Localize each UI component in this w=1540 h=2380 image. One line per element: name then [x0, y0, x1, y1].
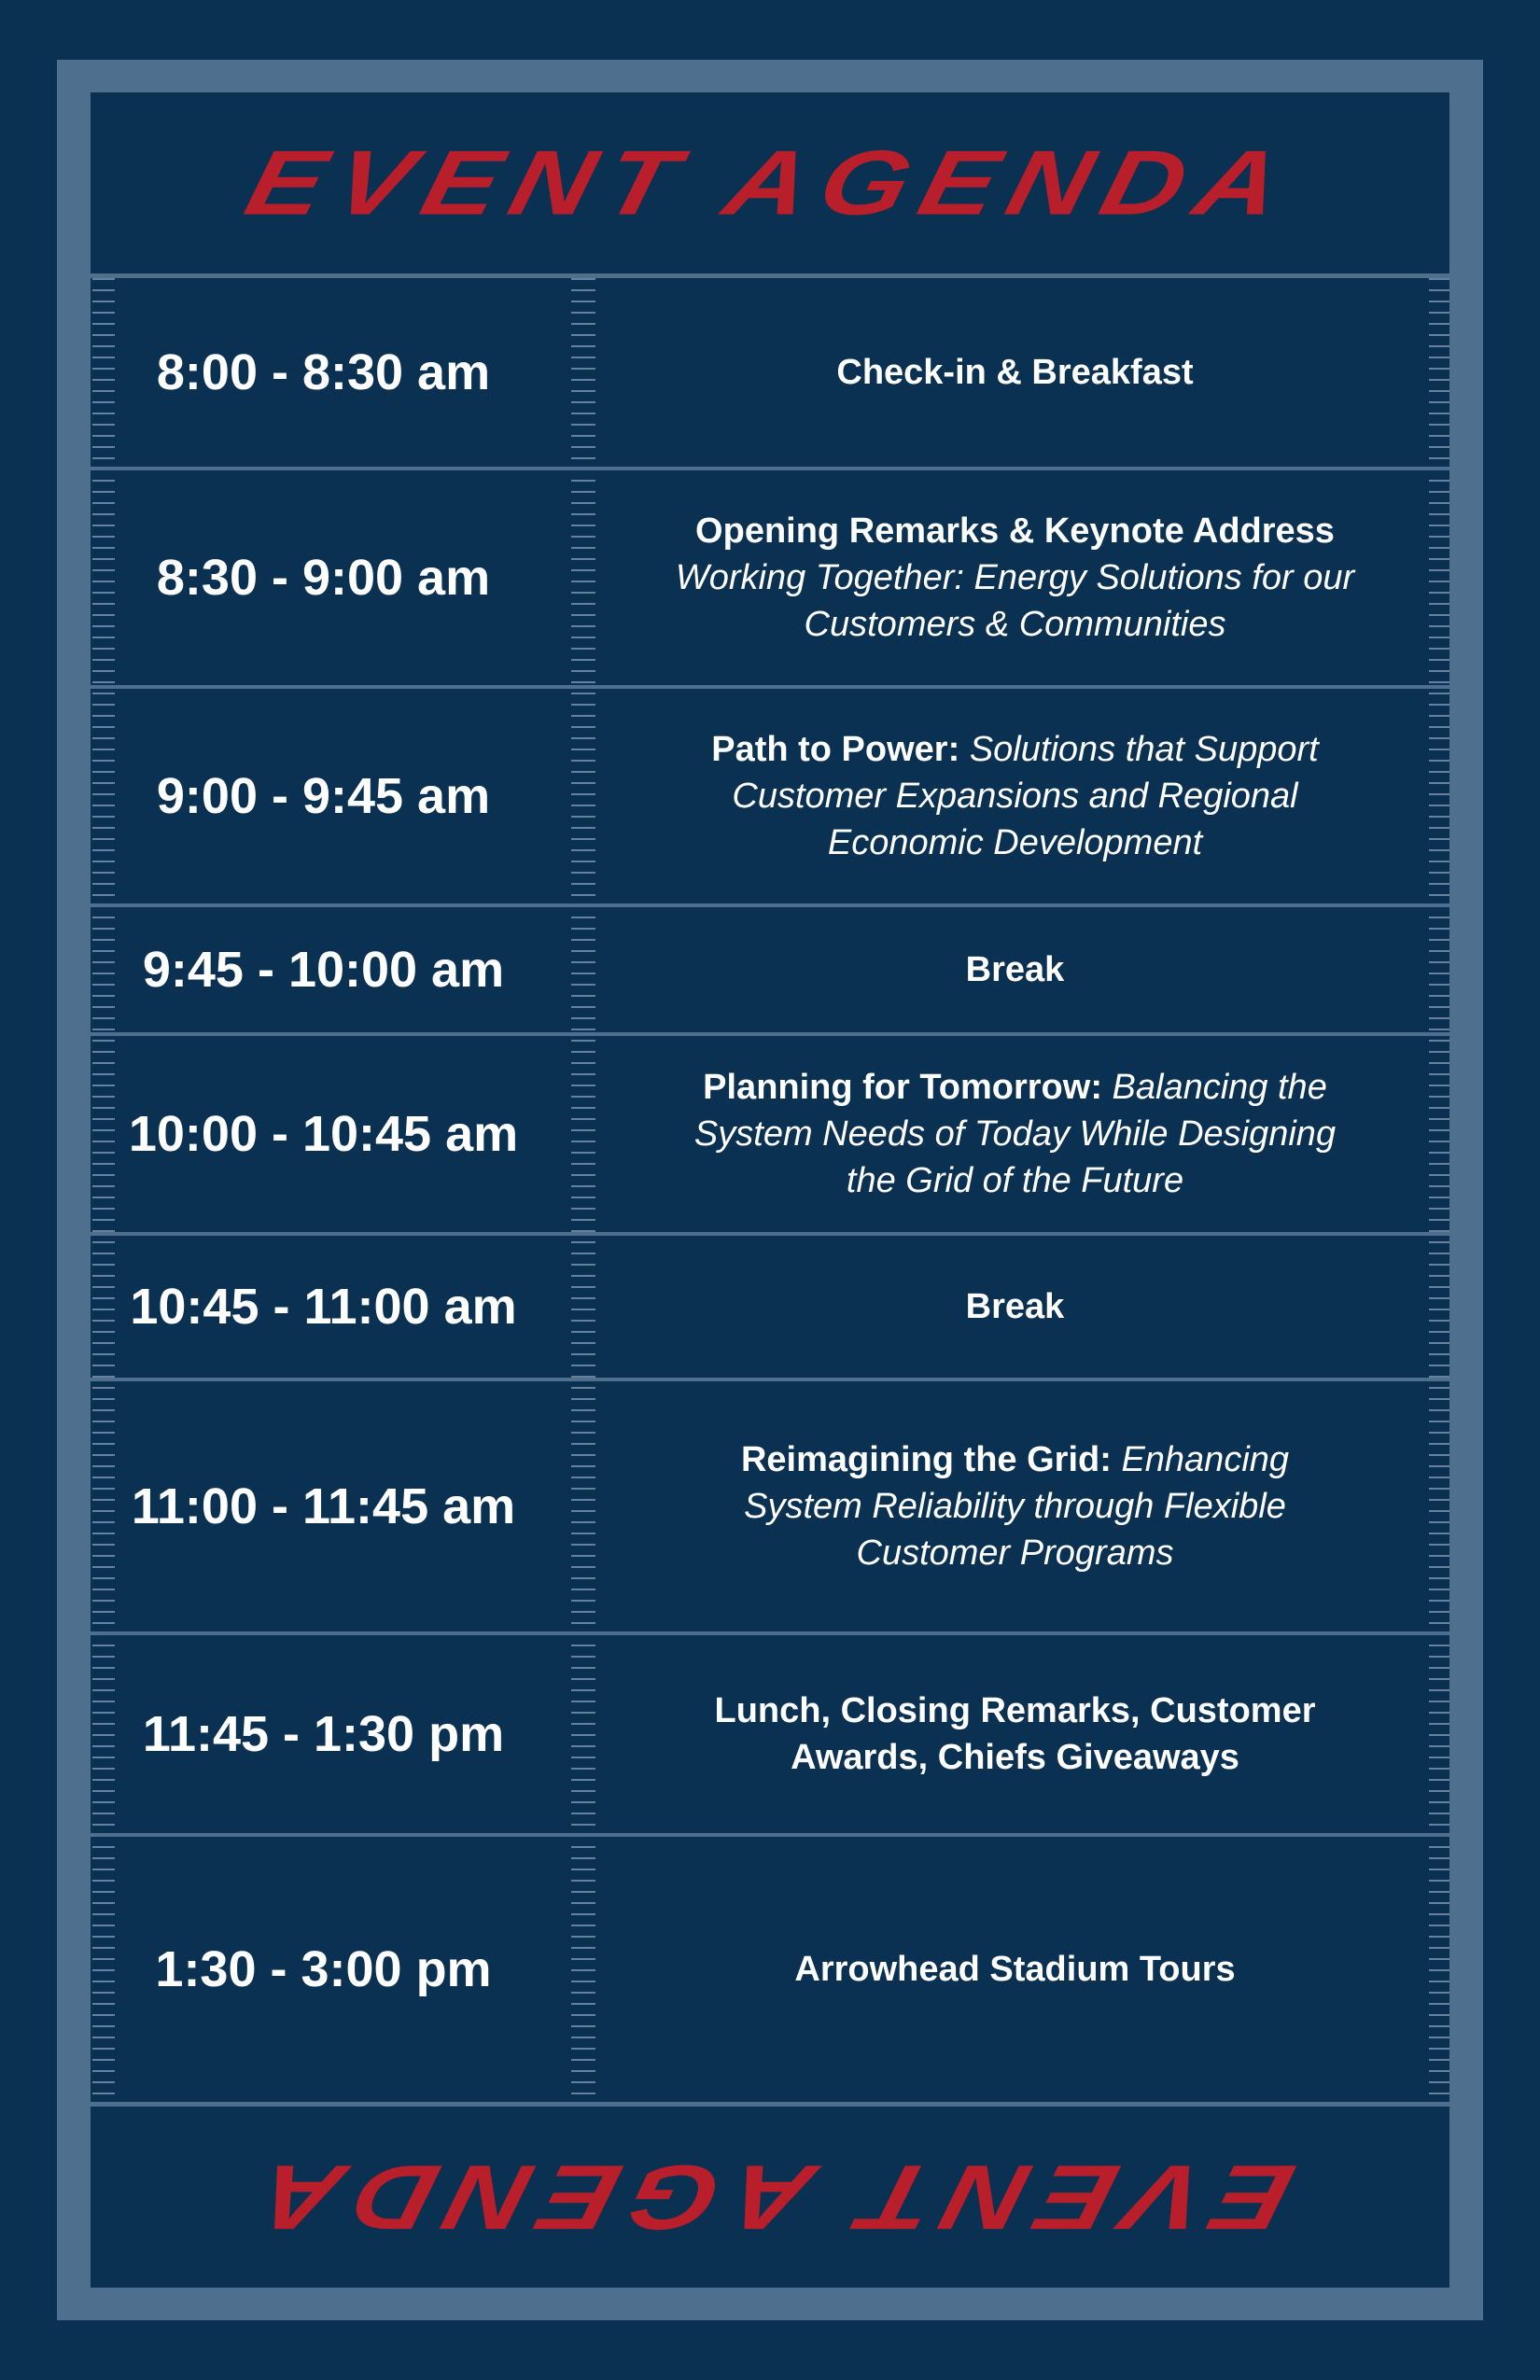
session-text [689, 1064, 1342, 1204]
agenda-table [91, 273, 1449, 2107]
session-title: Reimagining the Grid: [740, 1440, 1112, 1479]
session-subtitle: Enhancing System Reliability through Flexible Customer Programs [744, 1440, 1290, 1573]
session-description [581, 907, 1449, 1032]
session-time: 1:30 - 3:00 pm [155, 1941, 492, 1997]
agenda-row [91, 1381, 1449, 1631]
session-title: Break [965, 1287, 1065, 1326]
session-title: Planning for Tomorrow: [703, 1068, 1102, 1107]
agenda-row [91, 278, 1449, 467]
session-subtitle: Solutions that Support Customer Expansions and Regional Economic Development [732, 730, 1319, 862]
agenda-row [91, 1236, 1449, 1378]
session-time: 8:30 - 9:00 am [156, 550, 491, 606]
session-title: Opening Remarks & Keynote Address [695, 511, 1335, 551]
agenda-row [91, 1036, 1449, 1232]
session-time: 9:45 - 10:00 am [142, 942, 505, 998]
session-description [581, 1236, 1449, 1378]
session-description [581, 1036, 1449, 1232]
agenda-row [91, 689, 1449, 903]
agenda-row [91, 1635, 1449, 1833]
session-description [581, 470, 1449, 685]
session-text [689, 726, 1342, 866]
session-description [581, 1381, 1449, 1631]
session-time: 9:00 - 9:45 am [156, 768, 491, 824]
session-title: Check-in & Breakfast [836, 353, 1194, 392]
footer-title: EVENT AGENDA [235, 2146, 1305, 2248]
session-description [581, 1635, 1449, 1833]
session-text [707, 1436, 1323, 1576]
session-title: Path to Power: [711, 730, 960, 769]
session-title: Arrowhead Stadium Tours [794, 1950, 1236, 1989]
session-time: 8:00 - 8:30 am [156, 344, 491, 400]
agenda-row [91, 1837, 1449, 2102]
session-description [581, 1837, 1449, 2102]
agenda-row [91, 470, 1449, 685]
agenda-row [91, 907, 1449, 1032]
session-subtitle: Balancing the System Needs of Today While Designing the Grid of the Future [693, 1068, 1337, 1200]
session-time: 11:45 - 1:30 pm [142, 1706, 505, 1762]
session-time: 11:00 - 11:45 am [131, 1478, 516, 1534]
session-title: Break [965, 950, 1065, 989]
session-time: 10:00 - 10:45 am [128, 1106, 519, 1162]
session-time: 10:45 - 11:00 am [130, 1279, 517, 1335]
session-subtitle: Working Together: Energy Solutions for our Customers & Communities [675, 558, 1355, 644]
header-banner [91, 92, 1449, 273]
session-description [581, 689, 1449, 903]
poster-body [91, 92, 1449, 2288]
page-title: EVENT AGENDA [235, 132, 1305, 234]
footer-banner [91, 2107, 1449, 2288]
session-title: Lunch, Closing Remarks, Customer Awards, Chiefs Giveaways [714, 1691, 1316, 1777]
session-description [581, 278, 1449, 467]
